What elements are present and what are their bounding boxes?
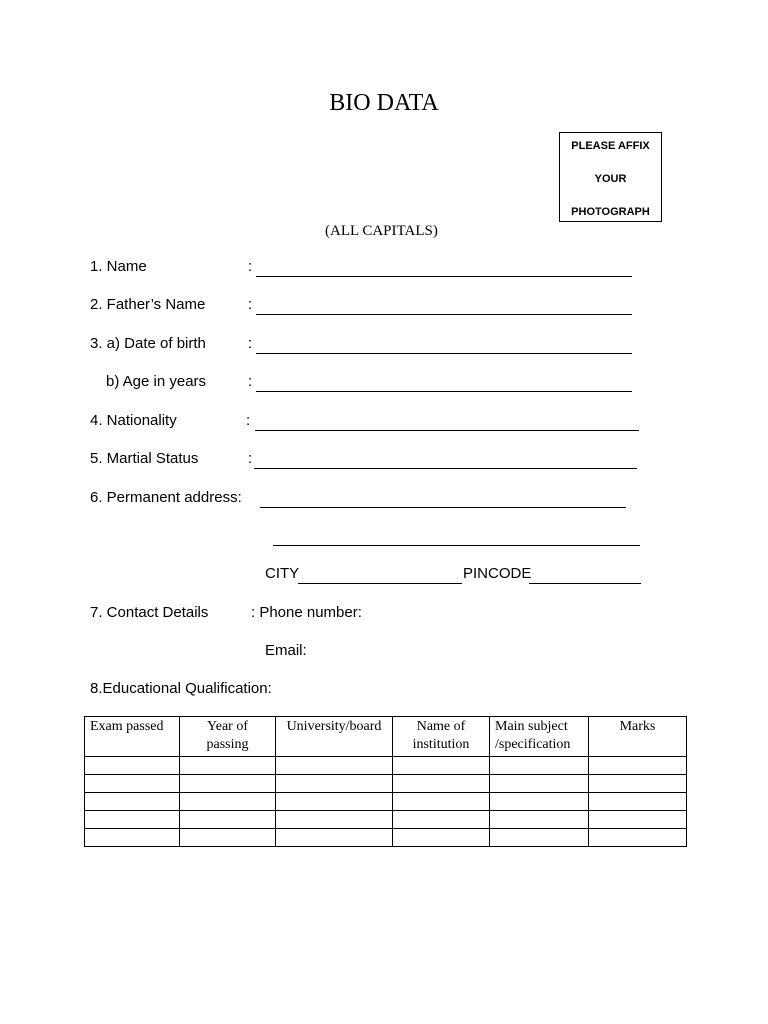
photo-box-line-1: PLEASE AFFIX: [571, 140, 650, 152]
field-label-dob: 3. a) Date of birth: [90, 335, 206, 352]
table-cell[interactable]: [85, 829, 180, 847]
colon: :: [248, 450, 253, 467]
table-cell[interactable]: [589, 829, 687, 847]
field-label-permanent-address: 6. Permanent address:: [90, 489, 242, 506]
table-cell[interactable]: [490, 811, 589, 829]
table-cell[interactable]: [180, 793, 276, 811]
colon: :: [246, 412, 251, 429]
table-row: [85, 811, 687, 829]
table-row: [85, 793, 687, 811]
field-label-pincode: PINCODE: [463, 565, 532, 582]
dob-input-line[interactable]: [256, 353, 632, 354]
address-input-line-1[interactable]: [260, 507, 626, 508]
table-cell[interactable]: [85, 793, 180, 811]
field-label-name: 1. Name: [90, 258, 147, 275]
colon: :: [248, 373, 253, 390]
field-label-city: CITY: [265, 565, 300, 582]
table-row: [85, 757, 687, 775]
table-cell[interactable]: [393, 775, 490, 793]
table-cell[interactable]: [393, 811, 490, 829]
photo-placeholder-box[interactable]: [559, 132, 662, 222]
table-row: [85, 775, 687, 793]
education-table: [84, 716, 687, 847]
table-cell[interactable]: [490, 775, 589, 793]
instruction-all-capitals: (ALL CAPITALS): [325, 223, 438, 239]
table-header-exam-passed: Exam passed: [85, 717, 180, 757]
name-input-line[interactable]: [256, 276, 632, 277]
table-cell[interactable]: [180, 829, 276, 847]
colon: :: [248, 335, 253, 352]
photo-box-line-2: YOUR: [594, 173, 627, 185]
table-cell[interactable]: [490, 793, 589, 811]
table-cell[interactable]: [276, 829, 393, 847]
table-header-marks: Marks: [589, 717, 687, 757]
section-heading-education: 8.Educational Qualification:: [90, 680, 272, 697]
table-cell[interactable]: [589, 793, 687, 811]
father-name-input-line[interactable]: [256, 314, 632, 315]
table-cell[interactable]: [85, 757, 180, 775]
table-cell[interactable]: [180, 811, 276, 829]
table-cell[interactable]: [393, 793, 490, 811]
address-input-line-2[interactable]: [273, 545, 640, 546]
field-label-contact-details: 7. Contact Details: [90, 604, 209, 621]
table-cell[interactable]: [276, 811, 393, 829]
colon: :: [248, 258, 253, 275]
city-input-line[interactable]: [298, 583, 462, 584]
table-cell[interactable]: [180, 775, 276, 793]
table-header-row: [85, 717, 687, 757]
table-header-university-board: University/board: [276, 717, 393, 757]
table-cell[interactable]: [276, 775, 393, 793]
table-cell[interactable]: [85, 775, 180, 793]
table-header-name-of-institution: Name of institution: [393, 717, 490, 757]
page-title: BIO DATA: [329, 90, 439, 116]
table-cell[interactable]: [276, 757, 393, 775]
field-label-nationality: 4. Nationality: [90, 412, 177, 429]
table-cell[interactable]: [276, 793, 393, 811]
table-cell[interactable]: [589, 811, 687, 829]
field-label-email: Email:: [265, 642, 307, 659]
table-cell[interactable]: [589, 775, 687, 793]
table-cell[interactable]: [85, 811, 180, 829]
table-cell[interactable]: [393, 829, 490, 847]
table-cell[interactable]: [180, 757, 276, 775]
table-cell[interactable]: [490, 757, 589, 775]
photo-box-line-3: PHOTOGRAPH: [571, 206, 650, 218]
nationality-input-line[interactable]: [255, 430, 639, 431]
field-label-marital-status: 5. Martial Status: [90, 450, 199, 467]
marital-status-input-line[interactable]: [254, 468, 637, 469]
field-label-father-name: 2. Father’s Name: [90, 296, 206, 313]
table-cell[interactable]: [393, 757, 490, 775]
table-header-main-subject: Main subject /specification: [490, 717, 589, 757]
age-input-line[interactable]: [256, 391, 632, 392]
field-label-phone-number: : Phone number:: [251, 604, 362, 621]
table-cell[interactable]: [589, 757, 687, 775]
table-cell[interactable]: [490, 829, 589, 847]
field-label-age: b) Age in years: [106, 373, 207, 390]
table-header-year-of-passing: Year of passing: [180, 717, 276, 757]
colon: :: [248, 296, 253, 313]
pincode-input-line[interactable]: [529, 583, 641, 584]
table-row: [85, 829, 687, 847]
